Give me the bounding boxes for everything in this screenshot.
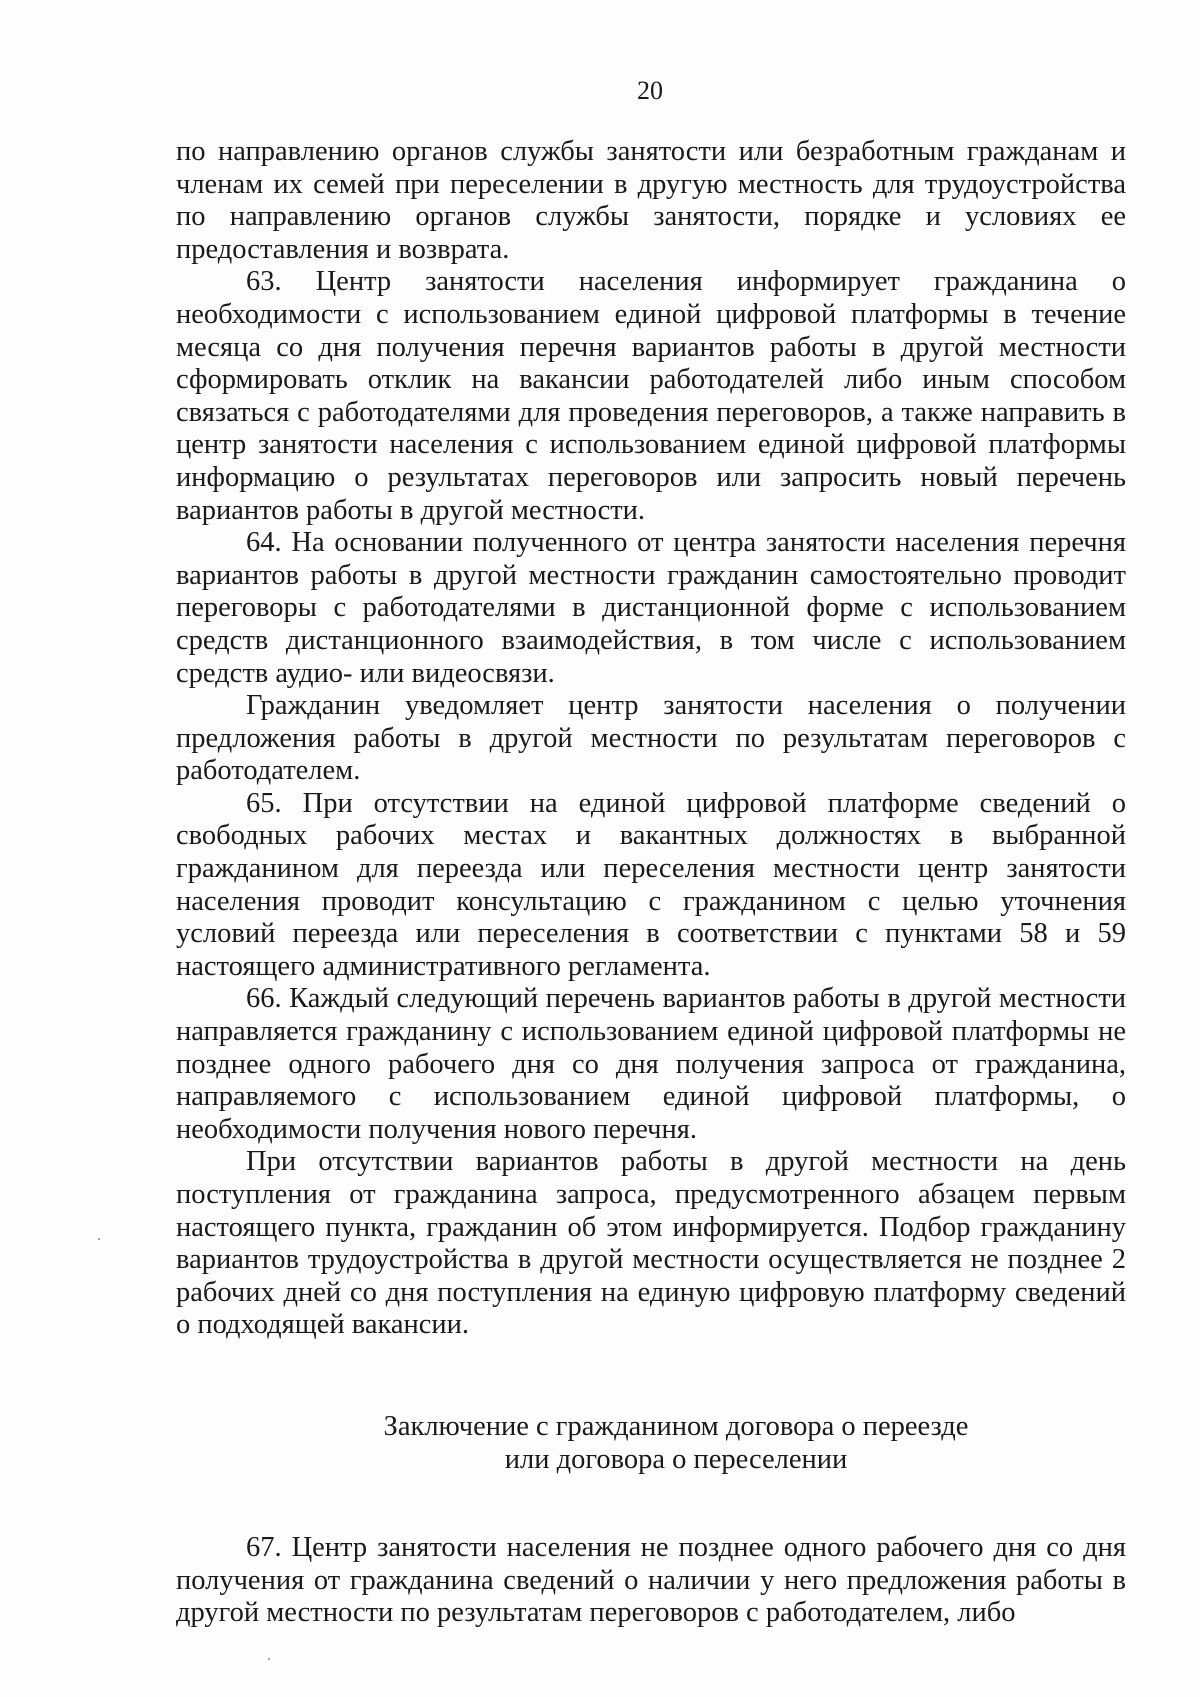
paragraph-67: 67. Центр занятости населения не позднее одного рабочего дня со дня получения от гражданина сведений о наличии у него предложения работы в другой местности по результатам переговоров с работодателем, либо bbox=[176, 1532, 1126, 1629]
page-number: 20 bbox=[637, 76, 663, 105]
scan-speck bbox=[268, 1658, 270, 1660]
document-body bbox=[176, 136, 1126, 1342]
paragraph-64-notice: Гражданин уведомляет центр занятости населения о получении предложения работы в другой местности по результатам переговоров с работодателем. bbox=[176, 690, 1126, 787]
scan-speck bbox=[98, 1238, 100, 1240]
paragraph-continuation: по направлению органов службы занятости или безработным гражданам и членам их семей при переселении в другую местность для трудоустройства по направлению органов службы занятости, порядке и условиях ее предоставления и возврата. bbox=[176, 136, 1126, 265]
paragraph-66-second: При отсутствии вариантов работы в другой местности на день поступления от гражданина запроса, предусмотренного абзацем первым настоящего пункта, гражданин об этом информируется. Подбор гражданину вариантов трудоустройства в другой местности осуществляется не позднее 2 рабочих дней со дня поступления на единую цифровую платформу сведений о подходящей вакансии. bbox=[176, 1146, 1126, 1341]
section-heading-line-1: Заключение с гражданином договора о переезде bbox=[383, 1411, 969, 1442]
section-heading-line-2: или договора о переселении bbox=[504, 1444, 848, 1475]
paragraph-65: 65. При отсутствии на единой цифровой платформе сведений о свободных рабочих местах и вакантных должностях в выбранной гражданином для переезда или переселения местности центр занятости населения проводит консультацию с гражданином с целью уточнения условий переезда или переселения в соответствии с пунктами 58 и 59 настоящего административного регламента. bbox=[176, 787, 1126, 982]
paragraph-63: 63. Центр занятости населения информирует гражданина о необходимости с использованием единой цифровой платформы в течение месяца со дня получения перечня вариантов работы в другой местности сформировать отклик на вакансии работодателей либо иным способом связаться с работодателями для проведения переговоров, а также направить в центр занятости населения с использованием единой цифровой платформы информацию о результатах переговоров или запросить новый перечень вариантов работы в другой местности. bbox=[176, 266, 1126, 526]
paragraph-66: 66. Каждый следующий перечень вариантов работы в другой местности направляется гражданину с использованием единой цифровой платформы не позднее одного рабочего дня со дня получения запроса от гражданина, направляемого с использованием единой цифровой платформы, о необходимости получения нового перечня. bbox=[176, 983, 1126, 1145]
section-heading bbox=[176, 1410, 1176, 1476]
paragraph-64: 64. На основании полученного от центра занятости населения перечня вариантов работы в другой местности гражданин самостоятельно проводит переговоры с работодателями в дистанционной форме с использованием средств дистанционного взаимодействия, в том числе с использованием средств аудио- или видеосвязи. bbox=[176, 527, 1126, 689]
document-body-continued bbox=[176, 1532, 1126, 1630]
